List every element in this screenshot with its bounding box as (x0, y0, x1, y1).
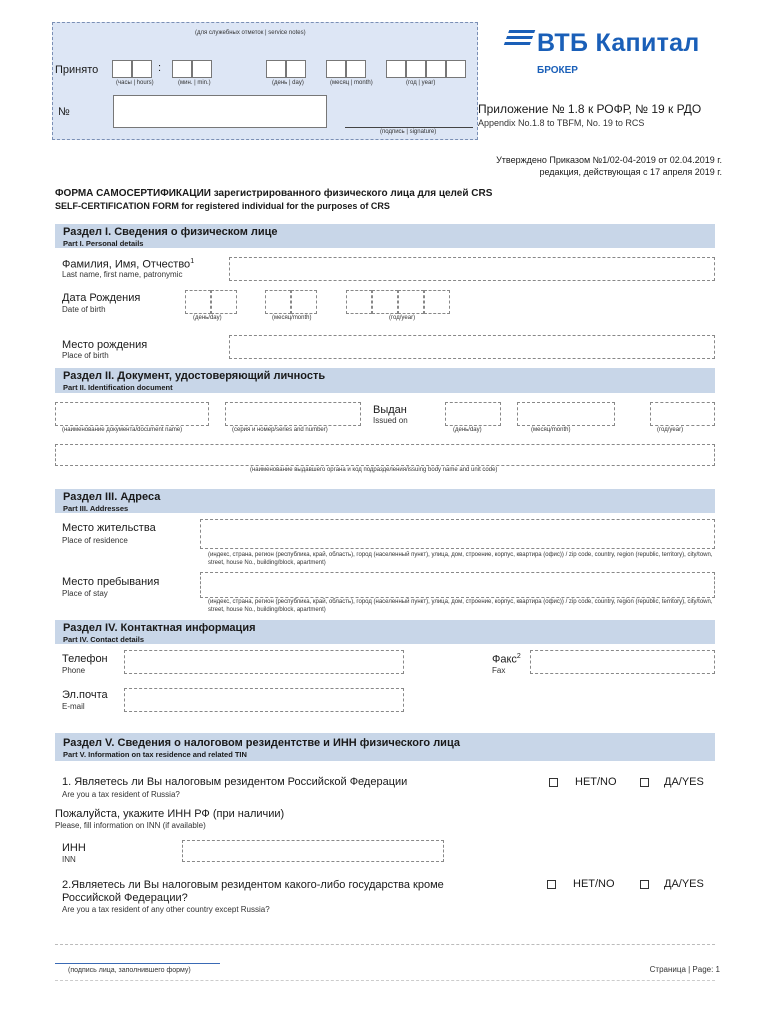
dob-month-hint: (месяц/month) (272, 315, 312, 321)
approval-line-1: Утверждено Приказом №1/02-04-2019 от 02.04.2019 г. (496, 155, 722, 165)
part2-subtitle: Part II. Identification document (63, 383, 173, 392)
issued-label: Выдан (373, 404, 407, 416)
fax-label-en: Fax (492, 666, 506, 675)
dob-day-digit-1[interactable] (185, 290, 211, 314)
q1-label-en: Are you a tax resident of Russia? (62, 790, 180, 799)
hour-digit-1[interactable] (112, 60, 132, 78)
residence-address-field[interactable] (200, 519, 715, 549)
month-digit-1[interactable] (326, 60, 346, 78)
stay-address-field[interactable] (200, 572, 715, 598)
residence-label-en: Place of residence (62, 536, 128, 545)
dob-day-digit-2[interactable] (211, 290, 237, 314)
inn-label-en: INN (62, 855, 76, 864)
dob-month-digit-1[interactable] (265, 290, 291, 314)
issued-month-field[interactable] (517, 402, 615, 426)
dob-year-digit-1[interactable] (346, 290, 372, 314)
phone-field[interactable] (124, 650, 404, 674)
logo-subtitle: БРОКЕР (537, 65, 578, 76)
approval-line-2: редакция, действующая с 17 апреля 2019 г. (539, 167, 722, 177)
min-digit-1[interactable] (172, 60, 192, 78)
document-series-field[interactable] (225, 402, 361, 426)
q2-label-line2: Российской Федерации? (62, 892, 188, 904)
inn-prompt-en: Please, fill information on INN (if available) (55, 821, 206, 830)
series-hint: (серия и номер/series and number) (232, 427, 328, 433)
year-hint: (год | year) (406, 80, 436, 86)
signature-hint: (подпись | signature) (380, 129, 437, 135)
stay-label-en: Place of stay (62, 589, 108, 598)
fax-field[interactable] (530, 650, 715, 674)
dob-label-en: Date of birth (62, 305, 106, 314)
part4-header (55, 620, 715, 644)
issued-label-en: Issued on (373, 416, 408, 425)
number-label: № (58, 106, 70, 118)
document-name-field[interactable] (55, 402, 209, 426)
full-name-field[interactable] (229, 257, 715, 281)
part2-title: Раздел II. Документ, удостоверяющий личность (63, 370, 326, 382)
email-label-en: E-mail (62, 702, 85, 711)
q2-no-checkbox[interactable] (547, 880, 556, 889)
dob-year-digit-3[interactable] (398, 290, 424, 314)
q2-no-label: НЕТ/NO (573, 878, 615, 890)
footer-divider-bottom (55, 980, 715, 981)
stay-address-hint: (индекс, страна, регион (республика, край, область), город (населенный пункт), улица, дом, строение, корпус, квартира (офис)) / zip code, country, region (republic, territory), city/town, street, house No., building/block, apartment) (208, 599, 713, 613)
form-title-en: SELF-CERTIFICATION FORM for registered individual for the purposes of CRS (55, 201, 390, 211)
email-label: Эл.почта (62, 689, 108, 701)
issued-day-hint: (день/day) (453, 427, 482, 433)
day-digit-1[interactable] (266, 60, 286, 78)
issued-month-hint: (месяц/month) (531, 427, 571, 433)
dob-label: Дата Рождения (62, 292, 141, 304)
part5-header (55, 733, 715, 761)
appendix-ru: Приложение № 1.8 к РОФР, № 19 к РДО (478, 102, 702, 116)
logo-title: ВТБ Капитал (537, 29, 700, 57)
year-digit-3[interactable] (426, 60, 446, 78)
part1-header (55, 224, 715, 248)
registration-number-field[interactable] (113, 95, 327, 128)
doc-name-hint: (наименование документа/document name) (62, 427, 183, 433)
fax-label: Факс$^2$ (492, 653, 521, 666)
q2-label-line1: 2.Являетесь ли Вы налоговым резидентом какого-либо государства кроме (62, 879, 444, 891)
inn-prompt: Пожалуйста, укажите ИНН РФ (при наличии) (55, 808, 285, 820)
page-number: Страница | Page: 1 (649, 965, 720, 974)
time-colon: : (158, 62, 162, 74)
dob-year-hint: (год/year) (389, 315, 416, 321)
part3-header (55, 489, 715, 513)
hours-hint: (часы | hours) (116, 80, 154, 86)
q2-yes-checkbox[interactable] (640, 880, 649, 889)
dob-year-digit-2[interactable] (372, 290, 398, 314)
issued-year-hint: (год/year) (657, 427, 684, 433)
part4-subtitle: Part IV. Contact details (63, 635, 144, 644)
q2-yes-label: ДА/YES (664, 878, 704, 890)
part5-subtitle: Part V. Information on tax residence and related TIN (63, 750, 247, 759)
residence-address-hint: (индекс, страна, регион (республика, край, область), город (населенный пункт), улица, дом, строение, корпус, квартира (офис)) / zip code, country, region (republic, territory), city/town, street, house No., building/block, apartment) (208, 552, 713, 566)
min-hint: (мин. | min.) (178, 80, 211, 86)
day-hint: (день | day) (272, 80, 304, 86)
month-digit-2[interactable] (346, 60, 366, 78)
accepted-label: Принято (55, 64, 99, 76)
full-name-label: Фамилия, Имя, Отчество$^1$ (62, 258, 195, 271)
footer-signature-hint: (подпись лица, заполнившего форму) (68, 967, 191, 974)
dob-year-digit-4[interactable] (424, 290, 450, 314)
signature-line (345, 127, 473, 128)
service-notes-label: (для служебных отметок | service notes) (195, 30, 306, 36)
q2-label-en: Are you a tax resident of any other country except Russia? (62, 905, 270, 914)
stay-label: Место пребывания (62, 576, 160, 588)
month-hint: (месяц | month) (330, 80, 373, 86)
part3-subtitle: Part III. Addresses (63, 504, 129, 513)
q1-no-label: НЕТ/NO (575, 776, 617, 788)
part5-title: Раздел V. Сведения о налоговом резидентстве и ИНН физического лица (63, 737, 460, 749)
year-digit-1[interactable] (386, 60, 406, 78)
q1-label: 1. Являетесь ли Вы налоговым резидентом Российской Федерации (62, 776, 408, 788)
footer-signature-line (55, 963, 220, 964)
q1-yes-label: ДА/YES (664, 776, 704, 788)
vtb-logo-icon (503, 30, 536, 48)
appendix-en: Appendix No.1.8 to TBFM, No. 19 to RCS (478, 118, 645, 128)
part1-subtitle: Part I. Personal details (63, 239, 144, 248)
part2-header (55, 368, 715, 393)
part4-title: Раздел IV. Контактная информация (63, 622, 256, 634)
issuing-body-hint: (наименование выдавшего органа и код подразделения/issuing body name and unit code) (250, 467, 498, 473)
year-digit-4[interactable] (446, 60, 466, 78)
footer-divider (55, 944, 715, 945)
q1-no-checkbox[interactable] (549, 778, 558, 787)
pob-label-en: Place of birth (62, 351, 109, 360)
dob-day-hint: (день/day) (193, 315, 222, 321)
q1-yes-checkbox[interactable] (640, 778, 649, 787)
inn-label: ИНН (62, 842, 86, 854)
hour-digit-2[interactable] (132, 60, 152, 78)
inn-field[interactable] (182, 840, 444, 862)
day-digit-2[interactable] (286, 60, 306, 78)
pob-label: Место рождения (62, 339, 148, 351)
place-of-birth-field[interactable] (229, 335, 715, 359)
residence-label: Место жительства (62, 522, 156, 534)
email-field[interactable] (124, 688, 404, 712)
min-digit-2[interactable] (192, 60, 212, 78)
part1-title: Раздел I. Сведения о физическом лице (63, 226, 278, 238)
phone-label: Телефон (62, 653, 108, 665)
phone-label-en: Phone (62, 666, 86, 675)
issued-year-field[interactable] (650, 402, 715, 426)
year-digit-2[interactable] (406, 60, 426, 78)
issuing-body-field[interactable] (55, 444, 715, 466)
dob-month-digit-2[interactable] (291, 290, 317, 314)
issued-day-field[interactable] (445, 402, 501, 426)
full-name-label-en: Last name, first name, patronymic (62, 270, 183, 279)
form-title-ru: ФОРМА САМОСЕРТИФИКАЦИИ зарегистрированного физического лица для целей CRS (55, 188, 493, 199)
part3-title: Раздел III. Адреса (63, 491, 161, 503)
